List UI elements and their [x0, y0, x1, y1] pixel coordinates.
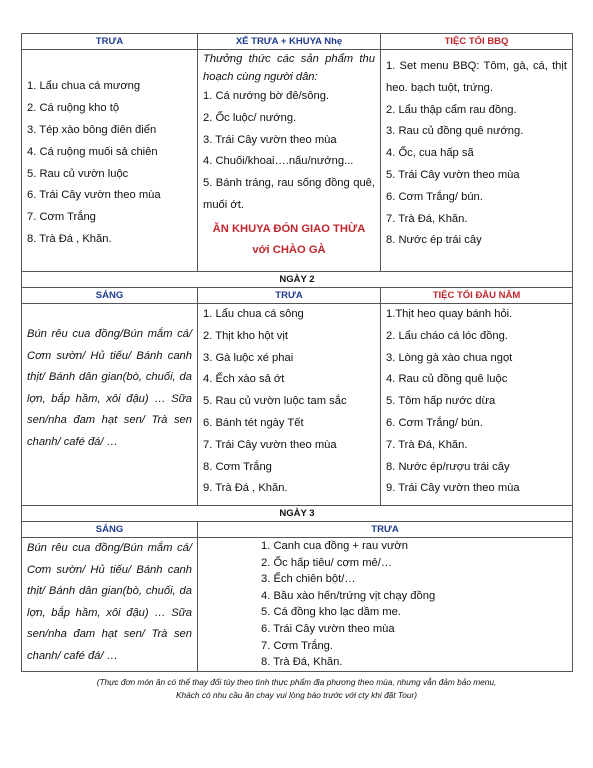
day3-header-lunch: TRƯA — [198, 522, 573, 538]
list-item: 1. Canh cua đồng + rau vườn — [261, 540, 408, 552]
day2-dinner-cell — [381, 304, 573, 506]
list-item: 1. Lẩu chua cá mương — [27, 80, 141, 93]
list-item: 3. Tép xào bông điên điển — [27, 123, 157, 136]
list-item: 5. Cá đồng kho lạc dầm me. — [261, 606, 401, 619]
list-item: 2. Lẩu cháo cá lóc đồng. — [386, 329, 508, 342]
day3-title: NGÀY 3 — [22, 506, 573, 522]
list-item: 8. Cơm Trắng — [203, 460, 272, 473]
list-item: 3. Gà luộc xé phai — [203, 351, 294, 364]
day2-header-dinner: TIỆC TỐI ĐẦU NĂM — [381, 288, 573, 304]
list-item: 8. Trà Đá , Khăn. — [27, 232, 112, 245]
footnote-line-1: (Thực đơn món ăn có thể thay đổi tùy theo tình thực phẩm địa phương theo mùa, nhưng vẫn đảm bảo menu, — [96, 677, 497, 687]
day2-header-lunch: TRƯA — [198, 288, 381, 304]
list-item: 4. Cá ruộng muối sả chiên — [27, 145, 158, 158]
list-item: 8. Nước ép/rượu trái cây — [386, 460, 510, 473]
list-item: 2. Thịt kho hột vịt — [203, 329, 288, 342]
day3-lunch-cell — [198, 538, 573, 672]
list-item: 3. Rau củ đồng quê nướng. — [386, 125, 524, 138]
day3-header-morning: SÁNG — [22, 522, 198, 538]
list-item: 5. Trái Cây vườn theo mùa — [386, 168, 520, 181]
list-item: 6. Bánh tét ngày Tết — [203, 416, 304, 429]
day1-bbq-cell — [381, 50, 573, 272]
day1-snack-cell — [198, 50, 381, 272]
snack-intro: Thưởng thức các sản phẩm thu hoạch cùng người dân: — [203, 53, 375, 83]
list-item: 1.Thịt heo quay bánh hỏi. — [386, 308, 513, 320]
list-item: 7. Cơm Trắng. — [261, 639, 333, 652]
list-item: 6. Trái Cây vườn theo mùa — [261, 622, 395, 635]
day2-header-morning: SÁNG — [22, 288, 198, 304]
list-item: 2. Ốc luộc/ nướng. — [203, 111, 297, 124]
footnote — [0, 676, 593, 702]
day2-morning-cell: Bún rêu cua đồng/Bún mắm cá/ Cơm sườn/ Hủ tiếu/ Bánh canh thịt/ Bánh dân gian(bò, chuối, da lợn, bắp hầm, xôi đậu) … Sữa sen/nha đam hạt sen/ Trà sen chanh/ café đá/ … — [22, 304, 198, 506]
day3-morning-cell: Bún rêu cua đồng/Bún mắm cá/ Cơm sườn/ Hủ tiếu/ Bánh canh thịt/ Bánh dân gian(bò, chuối, da lợn, bắp hầm, xôi đậu) … Sữa sen/nha đam hạt sen/ Trà sen chanh/ café đá/ … — [22, 538, 198, 672]
list-item: 2. Ốc hấp tiêu/ cơm mẻ/… — [261, 556, 393, 569]
list-item: 1. Lẩu chua cá sông — [203, 308, 304, 320]
day2-lunch-cell — [198, 304, 381, 506]
list-item: 5. Rau củ vườn luộc tam sắc — [203, 395, 347, 408]
list-item: 1. Cá nướng bờ đê/sông. — [203, 90, 330, 102]
list-item: 3. Trái Cây vườn theo mùa — [203, 133, 337, 146]
list-item: 7. Trà Đá, Khăn. — [386, 438, 468, 451]
list-item: 8. Nước ép trái cây — [386, 234, 482, 247]
list-item: 9. Trái Cây vườn theo mùa — [386, 482, 520, 495]
list-item: 3. Lòng gà xào chua ngọt — [386, 351, 513, 364]
list-item: 6. Trái Cây vườn theo mùa — [27, 189, 161, 202]
list-item: 4. Bầu xào hến/trứng vịt chạy đồng — [261, 589, 436, 602]
list-item: 4. Ốc, cua hấp sã — [386, 147, 474, 160]
list-item: 5. Rau củ vườn luộc — [27, 167, 129, 180]
day1-header-lunch: TRƯA — [22, 34, 198, 50]
list-item: 7. Trà Đá, Khăn. — [386, 212, 468, 225]
list-item: 4. Ếch xào sả ớt — [203, 373, 285, 386]
list-item: 2. Lẩu thập cẩm rau đồng. — [386, 103, 517, 116]
list-item: 3. Ếch chiên bột/… — [261, 573, 356, 586]
footnote-line-2: Khách có nhu cầu ăn chay vui lòng báo trước với cty khi đặt Tour) — [176, 690, 417, 700]
day1-header-bbq: TIỆC TỐI BBQ — [381, 34, 573, 50]
new-year-note: ĂN KHUYA ĐÓN GIAO THỪA với CHÀO GÀ — [212, 222, 366, 256]
list-item: 5. Bánh tráng, rau sống đồng quê, muối ớt. — [203, 177, 375, 211]
list-item: 9. Trà Đá , Khăn. — [203, 482, 288, 495]
list-item: 4. Chuối/khoai….nấu/nướng... — [203, 155, 354, 168]
list-item: 7. Trái Cây vườn theo mùa — [203, 438, 337, 451]
menu-table — [21, 33, 573, 672]
day2-title: NGÀY 2 — [22, 272, 573, 288]
list-item: 6. Cơm Trắng/ bún. — [386, 190, 483, 203]
list-item: 4. Rau củ đồng quê luộc — [386, 373, 508, 386]
list-item: 1. Set menu BBQ: Tôm, gà, cá, thịt heo. bạch tuột, trứng. — [386, 60, 567, 94]
list-item: 6. Cơm Trắng/ bún. — [386, 416, 483, 429]
list-item: 2. Cá ruộng kho tộ — [27, 102, 120, 115]
day1-header-snack: XẾ TRƯA + KHUYA Nhẹ — [198, 34, 381, 50]
day1-lunch-cell — [22, 50, 198, 272]
list-item: 8. Trà Đá, Khăn. — [261, 656, 343, 669]
list-item: 5. Tôm hấp nước dừa — [386, 395, 496, 408]
list-item: 7. Cơm Trắng — [27, 211, 96, 224]
